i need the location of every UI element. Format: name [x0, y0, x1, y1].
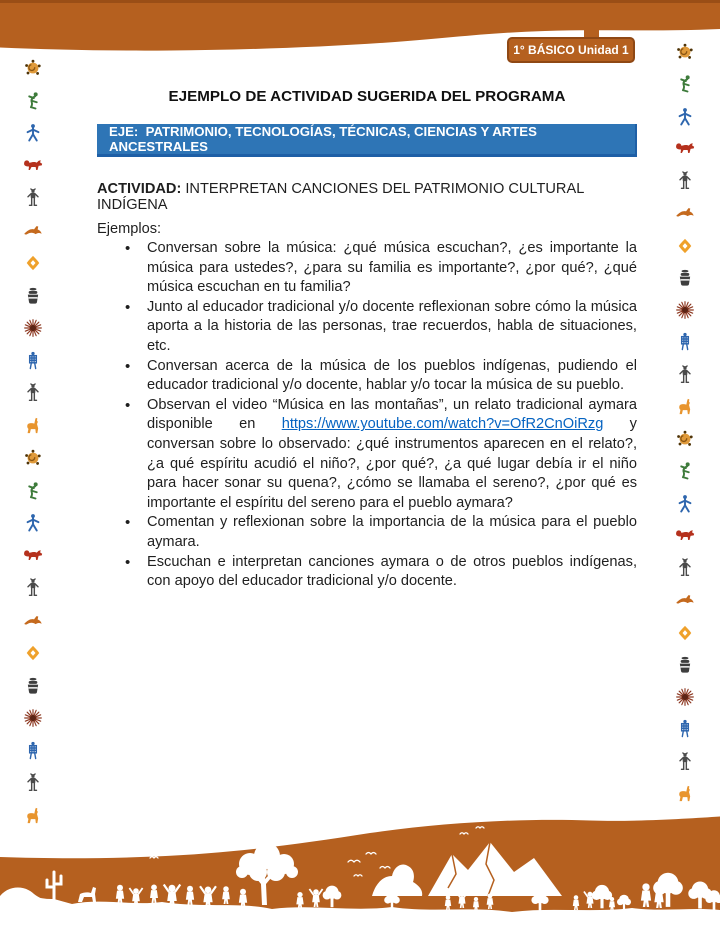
sun-rays-icon: [675, 300, 695, 320]
condor-icon: [23, 221, 43, 241]
dancer-icon: [23, 91, 43, 111]
ancestor-icon: [675, 171, 695, 191]
shaman-icon: [23, 351, 43, 371]
side-column-left: [16, 58, 50, 826]
side-column-right: [668, 42, 702, 804]
dancer-icon: [675, 74, 695, 94]
fox-icon: [23, 546, 43, 566]
sun-disc-icon: [23, 58, 43, 78]
diamond-icon: [23, 643, 43, 663]
content-area: [97, 0, 637, 820]
sun-rays-icon: [23, 708, 43, 728]
dancer-icon: [675, 461, 695, 481]
example-bullet: • Observan el video “Música en las montañas”, un relato tradicional aymara disponible en https://www.youtube.com/watch?v=OfR2CnOiRzg y conversan sobre lo observado: ¿qué instrumentos aparecen en el relato?, ¿a qué espíritu acudió el niño?, ¿por qué?, ¿a qué lugar debía ir el niño para hacer sonar su quena?, ¿cómo se llamaba el sereno?, ¿por qué es importante el espíritu del sereno para el pueblo aymara?: [97, 396, 637, 514]
person-icon: [675, 494, 695, 514]
pot-icon: [675, 655, 695, 675]
pot-icon: [675, 268, 695, 288]
ancestor-icon: [23, 188, 43, 208]
shaman-icon: [675, 332, 695, 352]
sun-disc-icon: [675, 429, 695, 449]
youtube-link[interactable]: https://www.youtube.com/watch?v=OfR2CnOiRzg: [281, 416, 604, 433]
sun-disc-icon: [23, 448, 43, 468]
pot-icon: [23, 676, 43, 696]
person-icon: [23, 123, 43, 143]
ancestor-icon: [23, 383, 43, 403]
shaman-icon: [23, 741, 43, 761]
person-icon: [675, 107, 695, 127]
llama-icon: [675, 397, 695, 417]
ancestor-icon: [23, 578, 43, 598]
unit-badge: 1° BÁSICO Unidad 1: [507, 37, 635, 63]
llama-icon: [675, 784, 695, 804]
footer-landscape-art: [0, 812, 720, 932]
example-bullet: • Junto al educador tradicional y/o docente reflexionan sobre cómo la música aporta a la historia de las personas, trae recuerdos, habla de situaciones, etc.: [97, 298, 637, 357]
examples-list: [97, 239, 637, 592]
diamond-icon: [23, 253, 43, 273]
fox-icon: [675, 139, 695, 159]
dancer-icon: [23, 481, 43, 501]
example-bullet: • Escuchan e interpretan canciones aymara o de otros pueblos indígenas, con apoyo del educador tradicional y/o docente.: [97, 553, 637, 592]
sun-disc-icon: [675, 42, 695, 62]
eje-banner: EJE: PATRIMONIO, TECNOLOGÍAS, TÉCNICAS, CIENCIAS Y ARTES ANCESTRALES: [97, 124, 637, 157]
ancestor-icon: [675, 558, 695, 578]
page-title: EJEMPLO DE ACTIVIDAD SUGERIDA DEL PROGRAMA: [168, 88, 566, 105]
condor-icon: [23, 611, 43, 631]
activity-line: [97, 181, 637, 213]
ancestor-icon: [675, 365, 695, 385]
activity-title: INTERPRETAN CANCIONES DEL PATRIMONIO CULTURAL INDÍGENA: [97, 181, 584, 213]
ancestor-icon: [675, 752, 695, 772]
llama-icon: [23, 416, 43, 436]
ancestor-icon: [23, 773, 43, 793]
pot-icon: [23, 286, 43, 306]
sun-rays-icon: [23, 318, 43, 338]
diamond-icon: [675, 623, 695, 643]
examples-label: Ejemplos:: [97, 221, 162, 237]
person-icon: [23, 513, 43, 533]
fox-icon: [23, 156, 43, 176]
example-bullet: • Comentan y reflexionan sobre la importancia de la música para el pueblo aymara.: [97, 513, 637, 552]
activity-label: ACTIVIDAD:: [97, 181, 182, 197]
condor-icon: [675, 203, 695, 223]
example-bullet: • Conversan acerca de la música de los pueblos indígenas, pudiendo el educador tradicional y/o docente, hablar y/o tocar la música de su pueblo.: [97, 357, 637, 396]
shaman-icon: [675, 719, 695, 739]
diamond-icon: [675, 236, 695, 256]
fox-icon: [675, 526, 695, 546]
condor-icon: [675, 590, 695, 610]
sun-rays-icon: [675, 687, 695, 707]
example-bullet: • Conversan sobre la música: ¿qué música escuchan?, ¿es importante la música para ustedes?, ¿para su familia es importante?, ¿por qué?, ¿qué música escuchan en tu familia?: [97, 239, 637, 298]
